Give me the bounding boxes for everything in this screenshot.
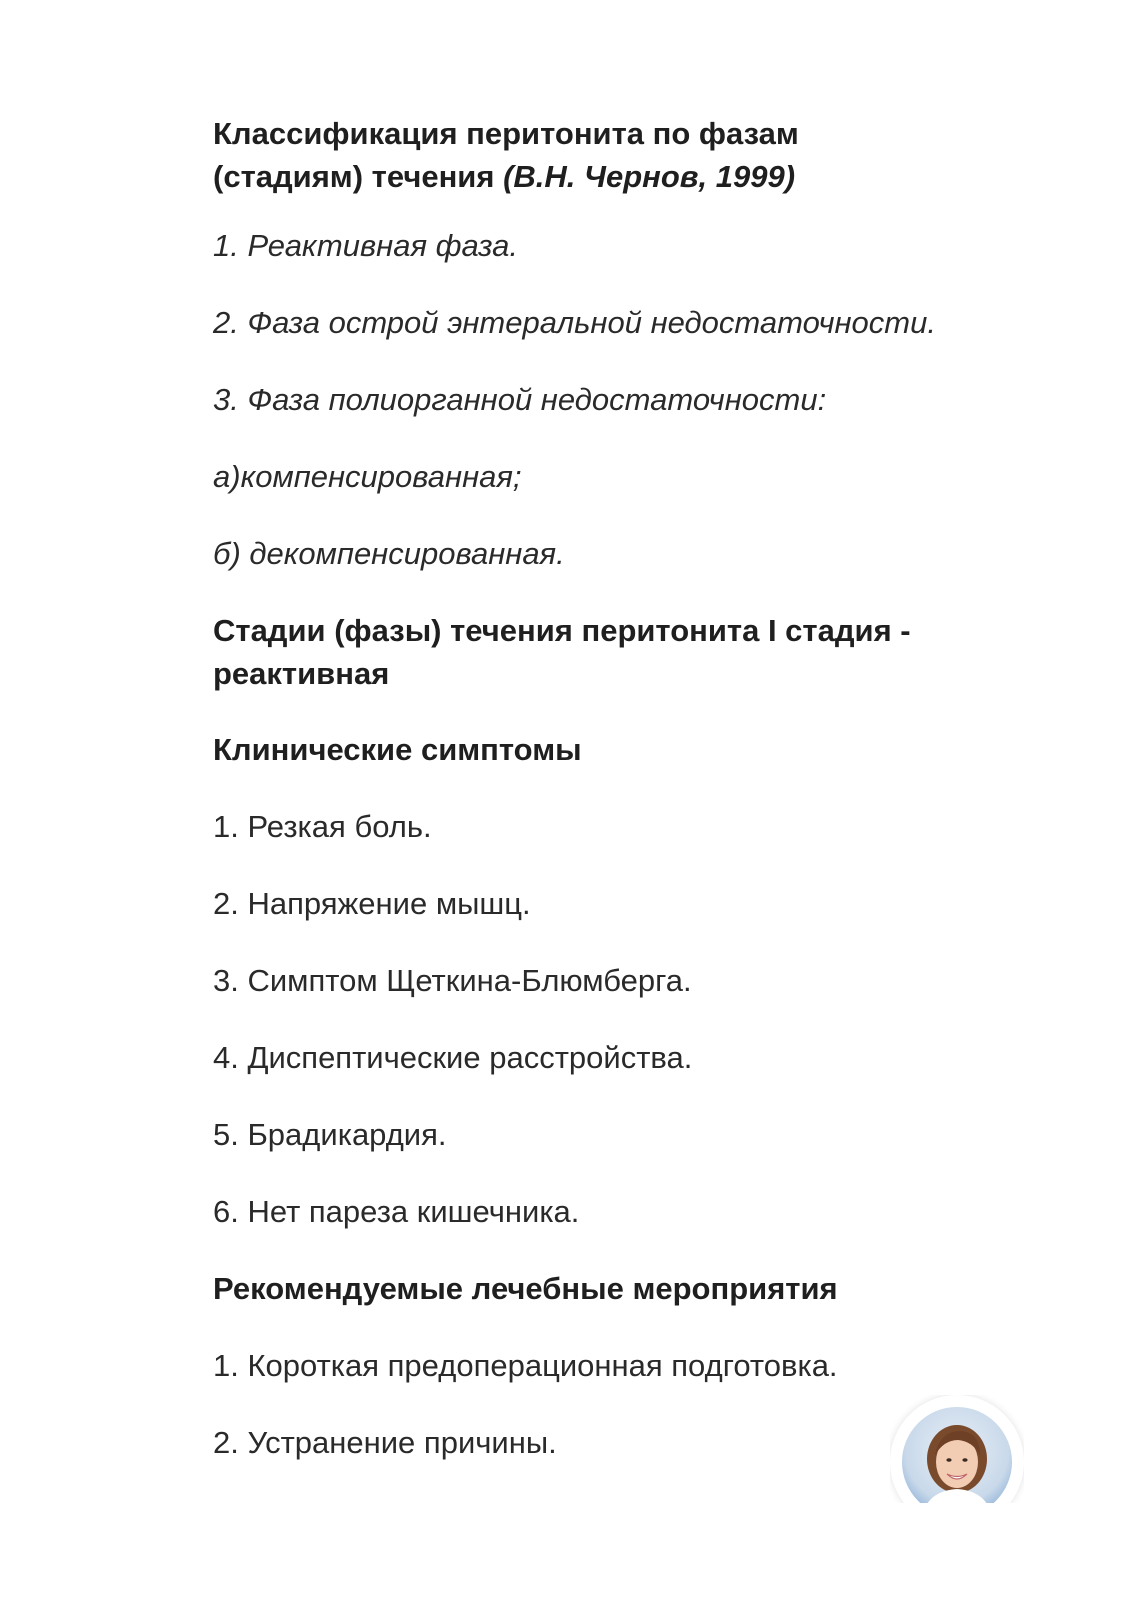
phase-subitem: а)компенсированная; xyxy=(213,459,522,494)
phase-item: 1. Реактивная фаза. xyxy=(213,228,519,263)
phase-item: 3. Фаза полиорганной недостаточности: xyxy=(213,382,827,417)
document-body xyxy=(213,112,1033,1498)
assistant-avatar-button[interactable] xyxy=(890,1395,1024,1503)
classification-heading xyxy=(213,112,1033,198)
stages-heading xyxy=(213,609,1033,695)
classification-reference: (В.Н. Чернов, 1999) xyxy=(503,159,796,194)
treatment-heading: Рекомендуемые лечебные мероприятия xyxy=(213,1271,838,1306)
symptoms-heading: Клинические симптомы xyxy=(213,732,582,767)
symptom-item: 1. Резкая боль. xyxy=(213,809,432,844)
avatar-portrait-icon xyxy=(902,1407,1012,1503)
classification-heading-line1: Классификация перитонита по фазам xyxy=(213,116,799,151)
symptom-item: 5. Брадикардия. xyxy=(213,1117,447,1152)
avatar-photo-icon xyxy=(902,1407,1012,1503)
phase-subitem: б) декомпенсированная. xyxy=(213,536,565,571)
symptom-item: 4. Диспептические расстройства. xyxy=(213,1040,693,1075)
treatment-item: 2. Устранение причины. xyxy=(213,1425,557,1460)
stages-heading-line1: Стадии (фазы) течения перитонита I стадия - xyxy=(213,613,911,648)
symptom-item: 2. Напряжение мышц. xyxy=(213,886,531,921)
classification-heading-line2: (стадиям) течения xyxy=(213,159,504,194)
stages-heading-line2: реактивная xyxy=(213,656,390,691)
symptom-item: 3. Симптом Щеткина-Блюмберга. xyxy=(213,963,692,998)
avatar-ring xyxy=(890,1395,1024,1503)
symptom-item: 6. Нет пареза кишечника. xyxy=(213,1194,580,1229)
treatment-item: 1. Короткая предоперационная подготовка. xyxy=(213,1348,838,1383)
phase-item: 2. Фаза острой энтеральной недостаточности. xyxy=(213,305,936,340)
